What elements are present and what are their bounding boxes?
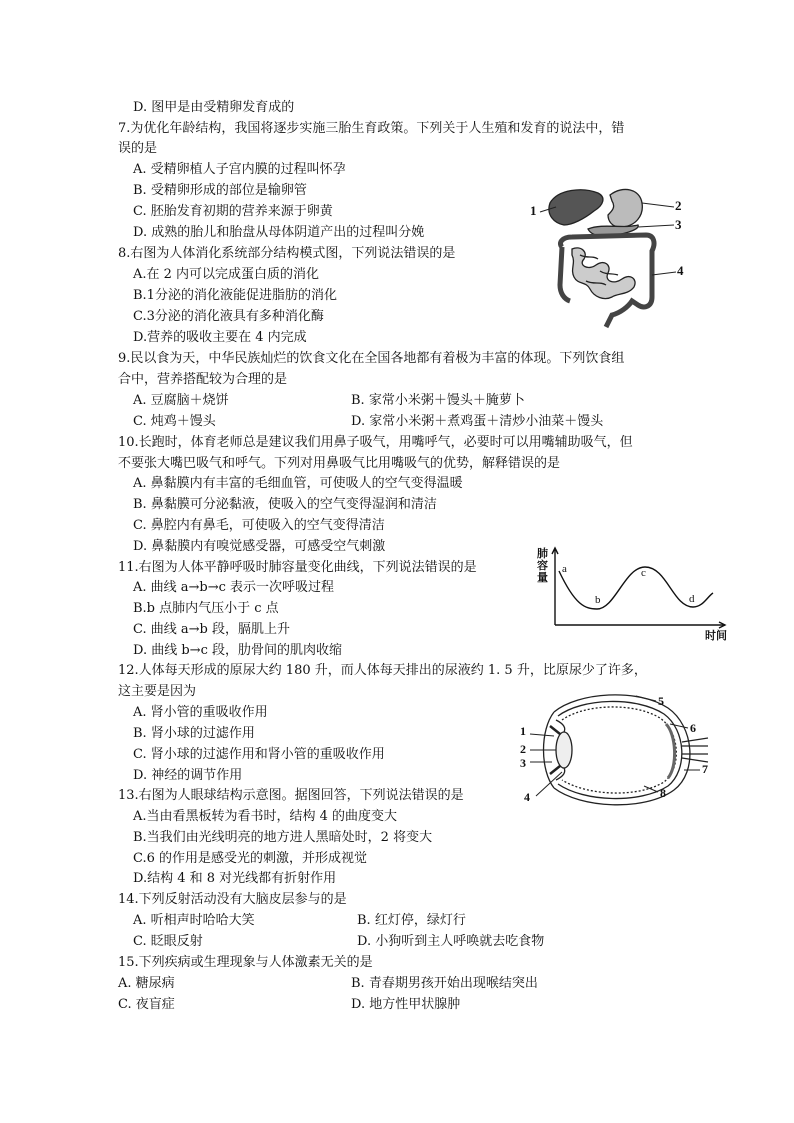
lung-volume-figure [535,545,735,645]
q8-stem: 8.右图为人体消化系统部分结构模式图，下列说法错误的是 [118,246,456,261]
eye-label-5: 5 [658,694,664,708]
q12-stem-line2: 这主要是因为 [118,684,197,699]
q8-option-d: D.营养的吸收主要在 4 内完成 [133,330,307,345]
q15-option-c: C. 夜盲症 [118,997,175,1012]
q9-option-d: D. 家常小米粥＋煮鸡蛋＋清炒小油菜＋馒头 [351,414,604,429]
eye-label-1: 1 [520,724,526,738]
q7-stem-line2: 误的是 [118,141,158,156]
eye-label-4: 4 [524,790,530,804]
digestive-label-2: 2 [675,198,682,213]
digestive-system-figure [528,185,688,330]
lung-point-b: b [595,594,601,606]
q11-stem: 11.右图为人体平静呼吸时肺容量变化曲线，下列说法错误的是 [118,560,477,575]
q9-stem-line2: 合中，营养搭配较为合理的是 [118,372,288,387]
digestive-label-1: 1 [530,203,537,218]
q10-option-b: B. 鼻黏膜可分泌黏液，使吸入的空气变得湿润和清洁 [133,497,437,512]
q9-option-c: C. 炖鸡＋馒头 [133,414,216,429]
q14-option-c: C. 眨眼反射 [133,934,203,949]
q14-stem: 14.下列反射活动没有大脑皮层参与的是 [118,892,347,907]
q15-option-b: B. 青春期男孩开始出现喉结突出 [351,976,538,991]
q11-option-a: A. 曲线 a→b→c 表示一次呼吸过程 [133,580,335,595]
eye-label-7: 7 [702,762,708,776]
q9-option-b: B. 家常小米粥＋馒头＋腌萝卜 [351,393,525,408]
q9-option-a: A. 豆腐脑＋烧饼 [133,393,229,408]
q12-option-a: A. 肾小管的重吸收作用 [133,705,268,720]
q12-option-c: C. 肾小球的过滤作用和肾小管的重吸收作用 [133,747,385,762]
q13-option-b: B.当我们由光线明亮的地方进人黑暗处时，2 将变大 [133,830,433,845]
q7-option-c: C. 胚胎发育初期的营养来源于卵黄 [133,204,333,219]
q14-option-d: D. 小狗听到主人呼唤就去吃食物 [357,934,545,949]
q13-option-d: D.结构 4 和 8 对光线都有折射作用 [133,871,337,886]
q9-stem-line1: 9.民以食为天，中华民族灿烂的饮食文化在全国各地都有着极为丰富的体现。下列饮食组 [118,351,625,366]
q12-stem-line1: 12.人体每天形成的原尿大约 180 升，而人体每天排出的尿液约 1. 5 升，比原尿少了许多， [118,663,647,678]
digestive-label-3: 3 [675,217,682,232]
q13-option-c: C.6 的作用是感受光的刺激，并形成视觉 [133,851,368,866]
q12-option-d: D. 神经的调节作用 [133,768,243,783]
q7-stem-line1: 7.为优化年龄结构，我国将逐步实施三胎生育政策。下列关于人生殖和发育的说法中，错 [118,121,625,136]
digestive-label-4: 4 [677,263,684,278]
q11-option-d: D. 曲线 b→c 段，肋骨间的肌肉收缩 [133,643,342,658]
q11-option-c: C. 曲线 a→b 段，膈肌上升 [133,622,290,637]
lung-point-d: d [689,593,695,605]
lung-x-label: 时间 [705,629,727,642]
q14-option-a: A. 听相声时哈哈大笑 [133,913,255,928]
q8-option-a: A.在 2 内可以完成蛋白质的消化 [133,267,320,282]
q7-option-a: A. 受精卵植人子宫内膜的过程叫怀孕 [133,162,346,177]
lung-point-a: a [562,563,567,575]
eye-label-3: 3 [520,756,526,770]
lung-point-c: c [641,567,646,579]
q13-option-a: A.当由看黑板转为看书时，结构 4 的曲度变大 [133,809,398,824]
q10-stem-line1: 10.长跑时，体育老师总是建议我们用鼻子吸气，用嘴呼气，必要时可以用嘴辅助吸气，但 [118,435,633,450]
q10-stem-line2: 不要张大嘴巴吸气和呼气。下列对用鼻吸气比用嘴吸气的优势，解释错误的是 [118,456,561,471]
q15-option-a: A. 糖尿病 [118,976,175,991]
q8-option-b: B.1分泌的消化液能促进脂肪的消化 [133,288,337,303]
eye-label-2: 2 [520,742,526,756]
eye-label-8: 8 [660,786,666,800]
q12-option-b: B. 肾小球的过滤作用 [133,726,255,741]
q10-option-d: D. 鼻黏膜内有嗅觉感受器，可感受空气刺激 [133,539,386,554]
q13-stem: 13.右图为人眼球结构示意图。据图回答，下列说法错误的是 [118,788,464,803]
q7-option-d: D. 成熟的胎儿和胎盘从母体阴道产出的过程叫分娩 [133,225,425,240]
q8-option-c: C.3分泌的消化液具有多种消化酶 [133,309,324,324]
lung-y-label: 肺 容 量 [537,547,548,584]
eyeball-figure [518,690,718,810]
q6-option-d: D. 图甲是由受精卵发育成的 [133,100,295,115]
q10-option-c: C. 鼻腔内有鼻毛，可使吸入的空气变得清洁 [133,518,385,533]
eye-label-6: 6 [690,721,696,735]
q15-option-d: D. 地方性甲状腺肿 [351,997,461,1012]
q7-option-b: B. 受精卵形成的部位是输卵管 [133,183,307,198]
q10-option-a: A. 鼻黏膜内有丰富的毛细血管，可使吸人的空气变得温暖 [133,476,463,491]
q11-option-b: B.b 点肺内气压小于 c 点 [133,601,279,616]
q15-stem: 15.下列疾病或生理现象与人体激素无关的是 [118,955,373,970]
q14-option-b: B. 红灯停，绿灯行 [357,913,466,928]
